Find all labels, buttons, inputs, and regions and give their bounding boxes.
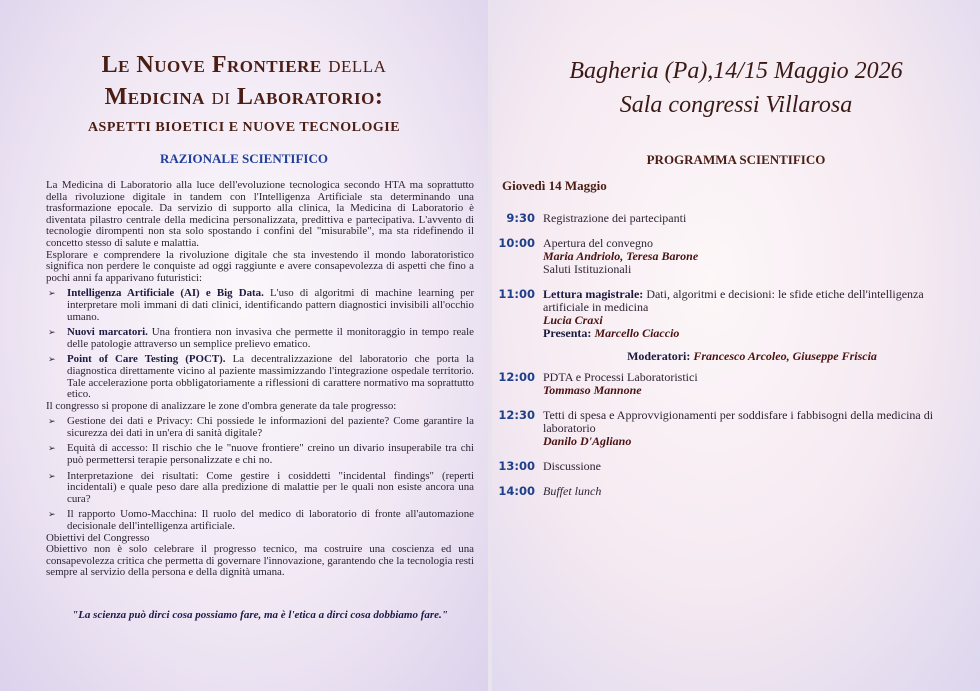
intro-paragraph: La Medicina di Laboratorio alla luce dell'evoluzione tecnologica secondo HTA ma soprattutto della rivoluzione digitale in tandem con l'Intelligenza Artificiale sta determinando una trasformazione epocale. Da servizio di supporto alla clinica, la Medicina di Laboratorio è diventata pilastro centrale della medicina personalizzata, predittiva e partecipativa. L'avvento di tecnologie dirompenti non sta solo spostando i confini del "misurabile", ma sta ridefinendo il concetto stesso di salute e malattia. (46, 179, 474, 249)
bullet-text: Equità di accesso: Il rischio che le "nuove frontiere" creino un divario insuperabile tra chi può permettersi terapie personalizzate e chi no. (67, 442, 474, 467)
rationale-body (46, 180, 474, 579)
arrow-bullet-icon: ➢ (48, 288, 56, 299)
schedule-row (492, 371, 972, 397)
bullet-item (46, 416, 474, 439)
title-line-2 (0, 84, 488, 111)
left-page (0, 0, 488, 691)
schedule-row (492, 485, 972, 498)
time: 10:00 (498, 236, 535, 250)
speaker-names: Lucia Craxi (543, 313, 603, 327)
moderators-names: Francesco Arcoleo, Giuseppe Friscia (693, 349, 877, 363)
bullet-item (46, 443, 474, 466)
schedule-row (492, 212, 972, 225)
speaker-names: Danilo D'Agliano (543, 434, 632, 448)
right-page (492, 0, 980, 691)
congress-aims-intro: Il congresso si propone di analizzare le zone d'ombra generate da tale progresso: (46, 399, 397, 412)
bullet-heading: Point of Care Testing (POCT). (67, 353, 226, 366)
session-title: Tetti di spesa e Approvvigionamenti per soddisfare i fabbisogni della medicina di laboratorio (543, 408, 934, 435)
title-bold: Le Nuove Frontiere (101, 52, 322, 78)
section-title: RAZIONALE SCIENTIFICO (160, 151, 328, 166)
arrow-bullet-icon: ➢ (48, 443, 56, 454)
session-title: PDTA e Processi Laboratoristici (543, 370, 698, 384)
bullet-heading: Intelligenza Artificiale (AI) e Big Data. (67, 287, 264, 300)
moderators-label: Moderatori: (627, 349, 691, 363)
day-heading: Giovedì 14 Maggio (502, 178, 607, 193)
arrow-bullet-icon: ➢ (48, 416, 56, 427)
time: 11:00 (498, 287, 535, 301)
bullet-heading: Nuovi marcatori. (67, 326, 148, 339)
bullet-text: La decentralizzazione del laboratorio che porta la diagnostica direttamente vicino al paziente massimizzando l'integrazione ospedale territorio. Tale accelerazione porta obbligatoriamente a riflessioni di carattere normativo ma soprattutto etico. (67, 353, 474, 401)
arrow-bullet-icon: ➢ (48, 327, 56, 338)
session-title: Dati, algoritmi e decisioni: le sfide etiche dell'intelligenza artificiale in medicina (543, 287, 924, 314)
intro-paragraph: Esplorare e comprendere la rivoluzione digitale che sta investendo il mondo laboratoristico significa non perdere le conquiste ad oggi raggiunte e avere consapevolezza di aspetti che fino a pochi anni fa apparivano futuristici: (46, 248, 474, 284)
bullet-text: Una frontiera non invasiva che permette il monitoraggio in tempo reale delle patologie attraverso un semplice prelievo ematico. (67, 326, 474, 350)
speaker-names: Maria Andriolo, Teresa Barone (543, 249, 699, 263)
session-title: Buffet lunch (543, 484, 602, 498)
time: 14:00 (498, 484, 535, 498)
schedule-row (492, 288, 972, 340)
session-title: Apertura del convegno (543, 236, 653, 250)
session-title: Discussione (543, 459, 601, 473)
objectives-text: Obiettivo non è solo celebrare il progresso tecnico, ma costruire una coscienza ed una consapevolezza critica che permetta di governare l'innovazione, garantendo che la tecnologia resti sempre al servizio della persona e della dignità umana. (46, 543, 474, 579)
bullet-item (46, 288, 474, 323)
presenter-label: Presenta: (543, 326, 592, 340)
time: 12:00 (498, 370, 535, 384)
schedule-row (492, 460, 972, 473)
bullet-item (46, 471, 474, 506)
bullet-item (46, 354, 474, 400)
arrow-bullet-icon: ➢ (48, 509, 56, 520)
program-title: PROGRAMMA SCIENTIFICO (646, 152, 826, 167)
time: 13:00 (498, 459, 535, 473)
location-date: Bagheria (Pa),14/15 Maggio 2026 (569, 58, 903, 84)
arrow-bullet-icon: ➢ (48, 354, 56, 365)
title-light: della (328, 52, 387, 78)
schedule (492, 212, 972, 510)
bullet-text: Il rapporto Uomo-Macchina: Il ruolo del medico di laboratorio di fronte all'automazione decisionale dell'intelligenza artificiale. (67, 508, 474, 533)
closing-quote: "La scienza può dirci cosa possiamo fare, ma è l'etica a dirci cosa dobbiamo fare." (72, 609, 448, 621)
bullet-text: L'uso di algoritmi di machine learning per interpretare moli immani di dati clinici, identificando pattern diagnostici invisibili all'occhio umano. (67, 287, 474, 323)
session-title: Registrazione dei partecipanti (543, 211, 687, 225)
bullet-item (46, 327, 474, 350)
schedule-row (492, 409, 972, 448)
subtitle: ASPETTI BIOETICI E NUOVE TECNOLOGIE (87, 120, 401, 135)
title-bold: Medicina (104, 84, 205, 110)
session-note: Saluti Istituzionali (543, 262, 632, 276)
title-light: di (211, 84, 231, 110)
speaker-names: Tommaso Mannone (543, 383, 642, 397)
session-label: Lettura magistrale: (543, 287, 644, 301)
time: 9:30 (506, 211, 535, 225)
title-bold: Laboratorio: (236, 84, 384, 110)
bullet-item (46, 509, 474, 532)
bullet-text: Interpretazione dei risultati: Come gestire i cosiddetti "incidental findings" (reperti incidentali) e quale peso dare alla predizione di malattie per le quali non esiste ancora una cura? (67, 469, 474, 505)
bullet-text: Gestione dei dati e Privacy: Chi possiede le informazioni del paziente? Come garantire la sicurezza dei dati in un'era di sanità digitale? (67, 415, 474, 439)
objectives-title: Obiettivi del Congresso (46, 531, 150, 544)
moderators (532, 350, 972, 363)
arrow-bullet-icon: ➢ (48, 470, 56, 481)
title-line-1 (0, 52, 488, 79)
schedule-row (492, 237, 972, 276)
presenter-name: Marcello Ciaccio (594, 326, 680, 340)
venue: Sala congressi Villarosa (619, 92, 853, 118)
time: 12:30 (498, 408, 535, 422)
